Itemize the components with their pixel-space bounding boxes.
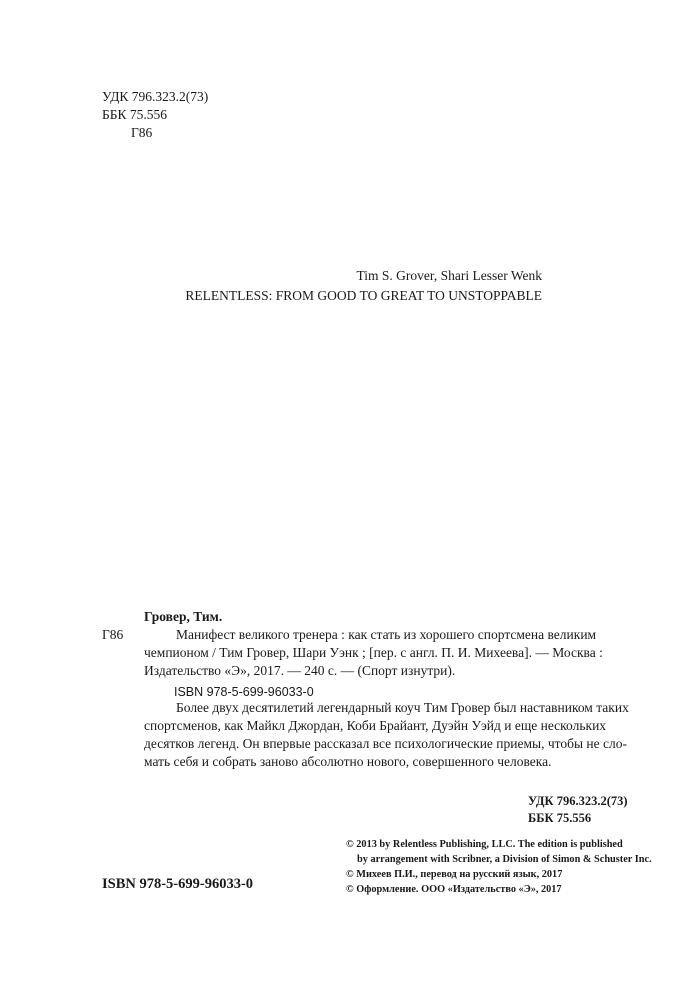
udk-code: УДК 796.323.2(73) [102,89,209,104]
udk-classification-bottom [528,793,628,827]
entry-author: Гровер, Тим. [144,609,223,624]
copyright-line: © Михеев П.И., перевод на русский язык, 2017 [346,869,563,880]
entry-description-line: Издательство «Э», 2017. — 240 с. — (Спорт изнутри). [144,663,456,678]
annotation [144,699,629,771]
udk-code-bottom: УДК 796.323.2(73) [528,794,628,808]
copyright-line: © 2013 by Relentless Publishing, LLC. The edition is published [346,839,623,850]
udk-classification-top [102,88,208,142]
original-edition-info [185,266,542,306]
entry-description-line: чемпионом / Тим Гровер, Шари Уэнк ; [пер. с англ. П. И. Михеева]. — Москва : [144,645,603,660]
copyright-line: © Оформление. ООО «Издательство «Э», 2017 [346,884,562,895]
entry-description-line: Манифест великого тренера : как стать из хорошего спортсмена великим [176,627,597,642]
bbk-code-bottom: ББК 75.556 [528,811,592,825]
isbn-bottom: ISBN 978-5-699-96033-0 [102,876,254,892]
annotation-line: спортсменов, как Майкл Джордан, Коби Брайант, Дуэйн Уэйд и еще нескольких [144,718,607,733]
copyright-block [346,837,652,897]
bbk-code: ББК 75.556 [102,107,168,122]
annotation-line: мать себя и собрать заново абсолютно нового, совершенного человека. [144,754,552,769]
copyright-line: by arrangement with Scribner, a Division of Simon & Schuster Inc. [357,854,652,865]
entry-author-sign: Г86 [102,627,124,642]
entry-description [144,626,622,680]
original-authors: Tim S. Grover, Shari Lesser Wenk [356,268,542,283]
original-title: RELENTLESS: FROM GOOD TO GREAT TO UNSTOPPABLE [185,288,542,303]
annotation-line: Более двух десятилетий легендарный коуч Тим Гровер был наставником таких [176,700,629,715]
annotation-line: десятков легенд. Он впервые рассказал все психологические приемы, чтобы не сло- [144,736,627,751]
author-sign: Г86 [131,125,153,140]
entry-isbn: ISBN 978-5-699-96033-0 [174,685,314,699]
